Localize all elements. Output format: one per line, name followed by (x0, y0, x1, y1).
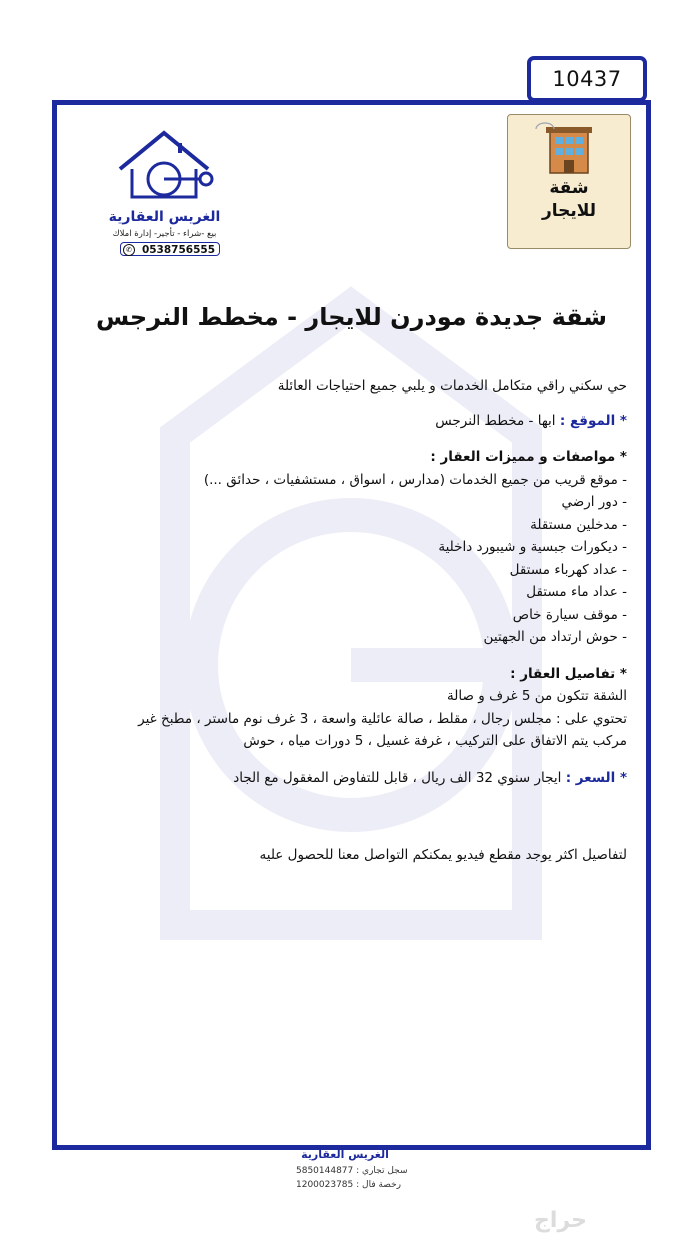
badge-label (508, 177, 630, 223)
reference-number: 10437 (552, 67, 622, 91)
listing-frame (52, 100, 651, 1150)
footer (0, 1148, 700, 1198)
location-value: ابها - مخطط النرجس (435, 412, 556, 429)
logo-phone-number: 0538756555 (141, 244, 215, 256)
footer-license-label: رخصة فال : (356, 1180, 402, 1190)
badge-line-1: شقة (549, 178, 589, 198)
features-heading: * مواصفات و مميزات العقار : (430, 449, 627, 465)
footer-cr-number: 5850144877 (296, 1166, 354, 1176)
logo-company-name: الغريس العقارية (108, 209, 221, 225)
feature-item: - عداد كهرباء مستقل (509, 561, 627, 578)
price-line (77, 767, 627, 790)
footer-cr-label: سجل تجاري : (356, 1166, 408, 1176)
feature-item: - مدخلين مستقلة (530, 516, 627, 533)
details-line: الشقة تتكون من 5 غرف و صالة (447, 688, 627, 704)
feature-item: - حوش ارتداد من الجهتين (483, 629, 627, 645)
location-label: * الموقع : (559, 412, 627, 429)
footer-commercial-registration (296, 1166, 408, 1176)
feature-item: - عداد ماء مستقل (526, 584, 627, 600)
reference-number-box (527, 56, 647, 102)
company-logo (102, 125, 227, 256)
details-line: مركب يتم الاتفاق على التركيب ، غرفة غسيل ، 5 دورات مياه ، حوش (243, 733, 627, 749)
video-note: لتفاصيل اكثر يوجد مقطع فيديو يمكنكم التواصل معنا للحصول عليه (259, 847, 627, 863)
feature-item: - دور ارضي (561, 494, 627, 510)
details-heading: * تفاصيل العقار : (510, 665, 627, 682)
phone-icon: ✆ (123, 244, 135, 256)
property-type-badge (507, 114, 631, 249)
details-line: تحتوي على : مجلس رجال ، مقلط ، صالة عائلية واسعة ، 3 غرف نوم ماستر ، مطبخ غير (138, 710, 627, 727)
footer-fal-license (296, 1180, 401, 1190)
listing-content (77, 375, 627, 867)
location-line (77, 410, 627, 433)
footer-company-name: الغريس العقارية (301, 1148, 389, 1161)
price-value: ايجار سنوي 32 الف ريال ، قابل للتفاوض المغقول مع الجاد (233, 769, 562, 786)
logo-phone (120, 242, 220, 256)
badge-line-2: للايجار (541, 201, 597, 221)
house-key-icon (102, 125, 227, 209)
apartment-building-icon (508, 115, 630, 177)
feature-item: - موقف سيارة خاص (512, 606, 627, 623)
logo-tagline: بيع -شراء - تأجير- إدارة املاك (112, 229, 217, 239)
haraj-watermark-text: حراج (534, 1208, 587, 1233)
feature-item: - موقع قريب من جميع الخدمات (مدارس ، اسواق ، مستشفيات ، حدائق ...) (203, 471, 627, 488)
haraj-watermark-logo (534, 1208, 674, 1232)
feature-item: - ديكورات جبسية و شيبورد داخلية (438, 539, 627, 555)
footer-license-number: 1200023785 (296, 1180, 354, 1190)
intro-text: حي سكني راقي متكامل الخدمات و يلبي جميع احتياجات العائلة (277, 378, 627, 394)
listing-title: شقة جديدة مودرن للايجار - مخطط النرجس (95, 303, 608, 331)
price-label: * السعر : (565, 769, 627, 786)
